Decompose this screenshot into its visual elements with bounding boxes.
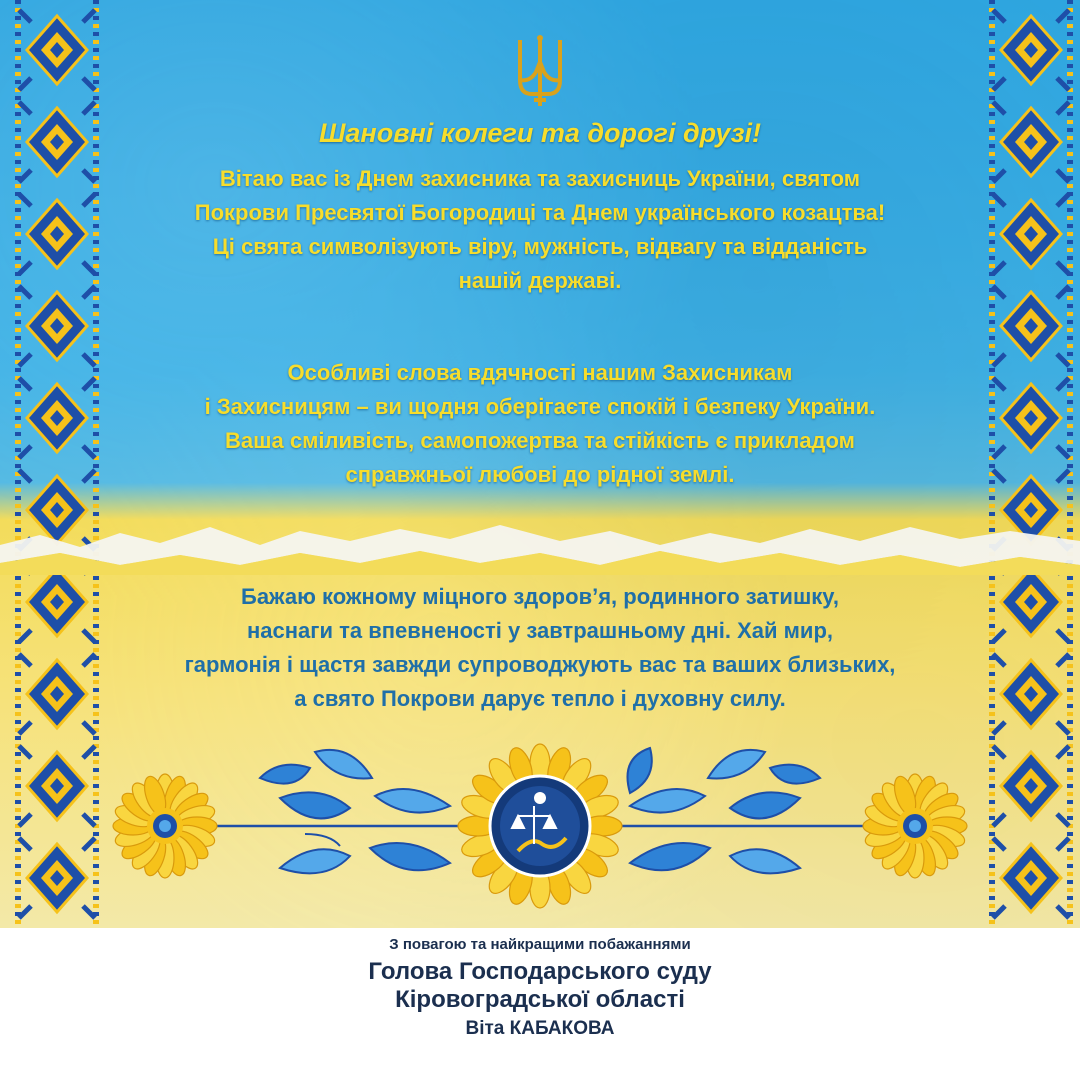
paragraph-3: [100, 580, 980, 716]
paragraph-3-line: гармонія і щастя завжди супроводжують вас та ваших близьких,: [184, 652, 896, 677]
trident-coat-of-arms-icon: [510, 32, 570, 110]
paragraph-1-line: Вітаю вас із Днем захисника та захисниць України, святом: [219, 166, 861, 191]
paragraph-3-line: Бажаю кожному міцного здоров’я, родинного затишку,: [241, 584, 839, 609]
ornament-star: [993, 378, 1069, 458]
signature-block: [0, 928, 1080, 1080]
regards-text: З повагою та найкращими побажаннями: [389, 936, 691, 953]
signer-name: Віта КАБАКОВА: [465, 1018, 615, 1039]
ornament-star: [19, 746, 95, 826]
greeting-title: Шановні колеги та дорогі друзі!: [318, 118, 762, 148]
ornament-star: [19, 10, 95, 90]
paragraph-2: [100, 356, 980, 492]
ornament-star: [993, 286, 1069, 366]
court-emblem-icon: [490, 776, 590, 876]
ornament-star: [993, 10, 1069, 90]
ornament-star: [993, 746, 1069, 826]
paragraph-1: [100, 162, 980, 298]
embroidery-ornament-left: [12, 0, 102, 928]
ornament-star: [993, 102, 1069, 182]
ornament-star: [993, 654, 1069, 734]
leaf-icon: [628, 748, 821, 873]
leaf-icon: [260, 750, 450, 874]
paragraph-3-line: наснаги та впевненості у завтрашньому дні. Хай мир,: [247, 618, 833, 643]
sunflower-icon-right: [863, 774, 967, 878]
ornament-star: [19, 654, 95, 734]
paragraph-1-line: Покрови Пресвятої Богородиці та Днем українського козацтва!: [194, 200, 886, 225]
paragraph-2-line: Особливі слова вдячності нашим Захисникам: [287, 360, 793, 385]
position-line-1: Голова Господарського суду: [368, 958, 712, 985]
paragraph-1-line: нашій державі.: [458, 268, 622, 293]
paragraph-3-line: а свято Покрови дарує тепло і духовну силу.: [294, 686, 786, 711]
ornament-star: [19, 102, 95, 182]
paragraph-2-line: Ваша сміливість, самопожертва та стійкість є прикладом: [225, 428, 855, 453]
ornament-star: [19, 378, 95, 458]
paragraph-2-line: і Захисницям – ви щодня оберігаєте спокій і безпеку України.: [204, 394, 876, 419]
ornament-star: [993, 194, 1069, 274]
torn-paper-edge: [0, 505, 1080, 575]
embroidery-ornament-right: [986, 0, 1076, 928]
sunflower-icon-left: [113, 774, 217, 878]
floral-decoration: [110, 738, 970, 923]
ornament-star: [19, 194, 95, 274]
ornament-star: [19, 838, 95, 918]
ornament-star: [19, 286, 95, 366]
paragraph-2-line: справжньої любові до рідної землі.: [345, 462, 735, 487]
paragraph-1-line: Ці свята символізують віру, мужність, відвагу та відданість: [212, 234, 868, 259]
ornament-star: [993, 838, 1069, 918]
position-line-2: Кіровоградської області: [395, 986, 685, 1013]
